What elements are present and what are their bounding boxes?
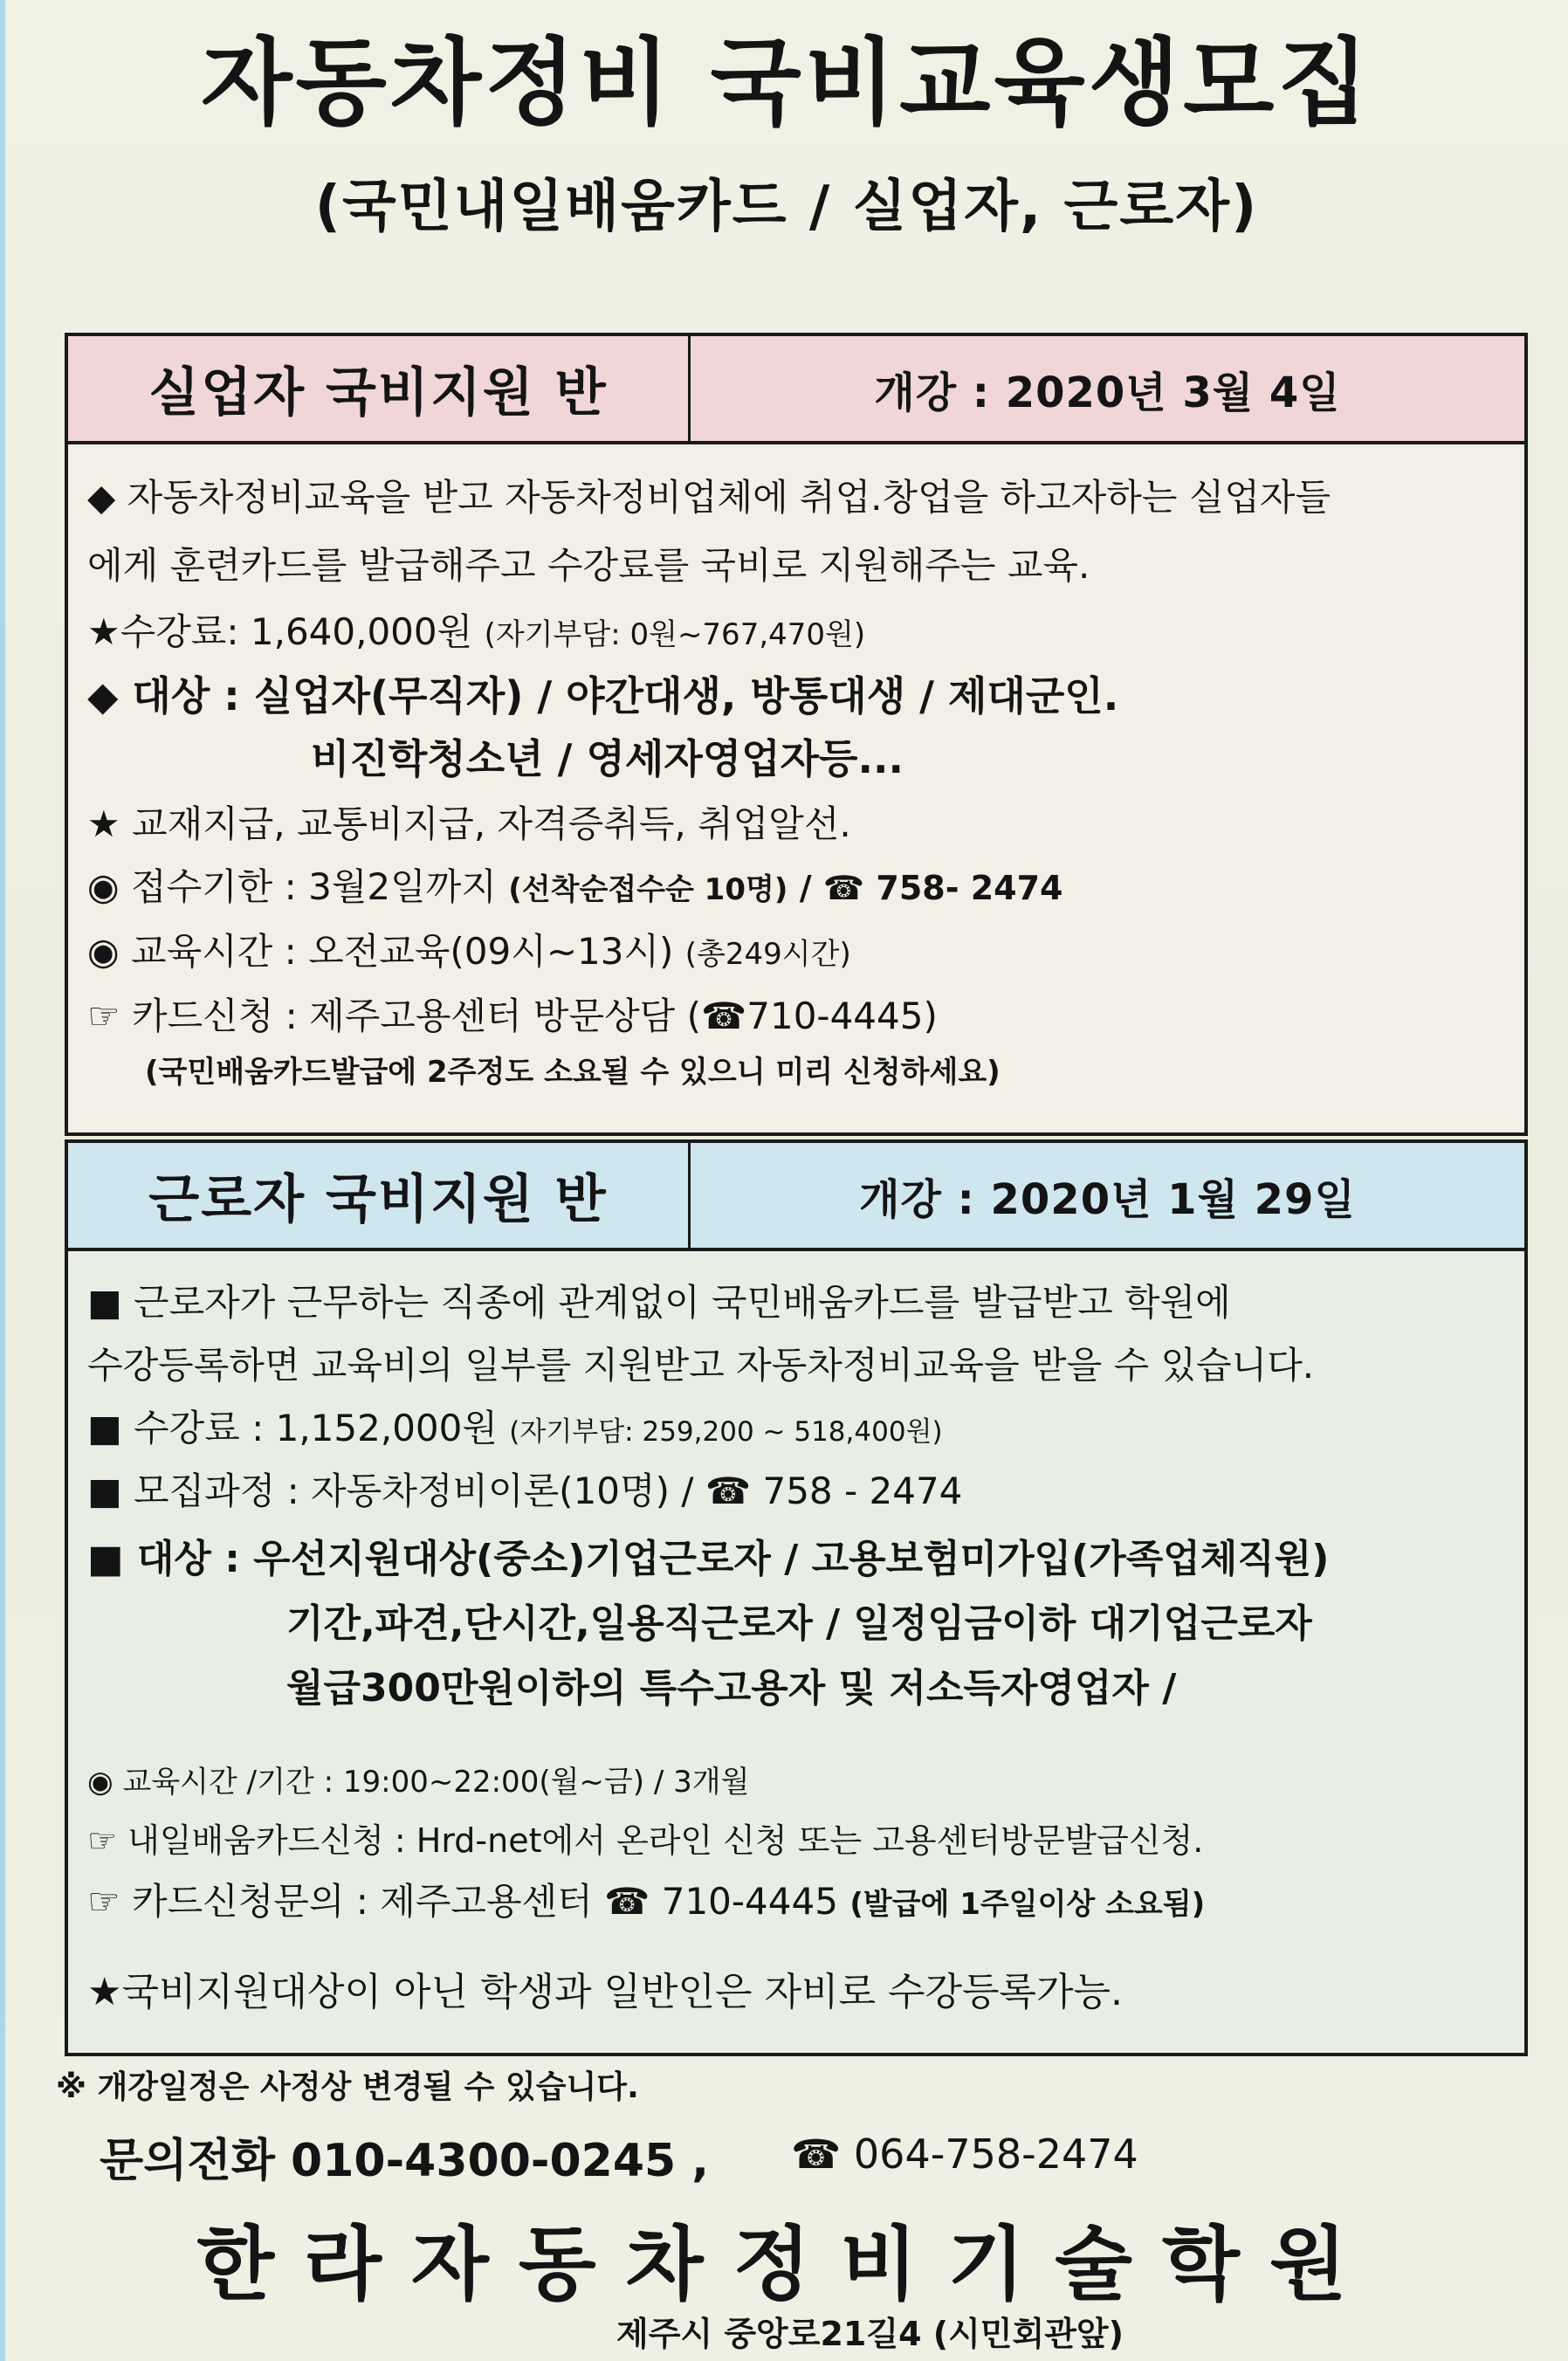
unemployed-deadline-note: (선착순접수순 10명) xyxy=(508,872,788,907)
unemployed-hours: ◉ 교육시간 : 오전교육(09시~13시) xyxy=(87,930,674,973)
unemployed-fee-line xyxy=(87,603,865,656)
office-phone: ☎ 064-758-2474 xyxy=(791,2130,1138,2178)
employed-hours: ◉ 교육시간 /기간 : 19:00~22:00(월~금) / 3개월 xyxy=(87,1765,750,1800)
unemployed-hours-line xyxy=(87,923,851,975)
unemployed-opening-date: 개강 : 2020년 3월 4일 xyxy=(874,368,1341,417)
unemployed-card-note: (국민배움카드발급에 2주정도 소요될 수 있으니 미리 신청하세요) xyxy=(145,1055,1001,1090)
unemployed-deadline: ◉ 접수기한 : 3월2일까지 xyxy=(87,865,497,908)
employed-card-inquiry-note: (발급에 1주일이상 소요됨) xyxy=(849,1887,1206,1922)
employed-opening-date: 개강 : 2020년 1월 29일 xyxy=(859,1174,1356,1224)
academy-name: 한라자동차정비기술학원 xyxy=(196,2218,1377,2311)
employed-card-inquiry: ☞ 카드신청문의 : 제주고용센터 ☎ 710-4445 xyxy=(87,1880,838,1923)
employed-class-name: 근로자 국비지원 반 xyxy=(68,1143,691,1248)
unemployed-card-apply: ☞ 카드신청 : 제주고용센터 방문상담 (☎710-4445) xyxy=(87,995,938,1037)
employed-target-1: ■ 대상 : 우선지원대상(중소)기업근로자 / 고용보험미가입(가족업체직원) xyxy=(87,1537,1330,1581)
unemployed-target-2: 비진학청소년 / 영세자영업자등... xyxy=(311,735,904,782)
employed-header xyxy=(68,1143,1524,1251)
main-title: 자동차정비 국비교육생모집 xyxy=(201,29,1372,138)
schedule-change-note: ※ 개강일정은 사정상 변경될 수 있습니다. xyxy=(56,2069,639,2105)
employed-target-2: 기간,파견,단시간,일용직근로자 / 일정임금이하 대기업근로자 xyxy=(286,1601,1312,1646)
employed-desc-1: ■ 근로자가 근무하는 직종에 관계없이 국민배움카드를 발급받고 학원에 xyxy=(87,1281,1231,1324)
employed-card-apply: ☞ 내일배움카드신청 : Hrd-net에서 온라인 신청 또는 고용센터방문발급신청. xyxy=(87,1821,1204,1860)
employed-fee: ■ 수강료 : 1,152,000원 xyxy=(87,1407,498,1449)
unemployed-header xyxy=(68,336,1524,444)
employed-course: ■ 모집과정 : 자동차정비이론(10명) / ☎ 758 - 2474 xyxy=(87,1470,963,1512)
unemployed-benefits: ★ 교재지급, 교통비지급, 자격증취득, 취업알선. xyxy=(87,802,851,845)
inquiry-phone: 문의전화 010-4300-0245 , xyxy=(100,2135,710,2187)
academy-address: 제주시 중앙로21길4 (시민회관앞) xyxy=(616,2315,1124,2353)
unemployed-desc-2: 에게 훈련카드를 발급해주고 수강료를 국비로 지원해주는 교육. xyxy=(87,544,1090,587)
employed-fee-note: (자기부담: 259,200 ~ 518,400원) xyxy=(509,1416,943,1448)
unemployed-target-1: ◆ 대상 : 실업자(무직자) / 야간대생, 방통대생 / 제대군인. xyxy=(87,672,1119,719)
employed-desc-2: 수강등록하면 교육비의 일부를 지원받고 자동차정비교육을 받을 수 있습니다. xyxy=(87,1344,1315,1387)
unemployed-hours-note: (총249시간) xyxy=(684,937,851,972)
unemployed-deadline-line xyxy=(87,858,1063,911)
subtitle: (국민내일배움카드 / 실업자, 근로자) xyxy=(314,175,1259,239)
unemployed-class-name: 실업자 국비지원 반 xyxy=(68,336,691,441)
employed-target-3: 월급300만원이하의 특수고용자 및 저소득자영업자 / xyxy=(286,1666,1177,1711)
unemployed-fee: ★수강료: 1,640,000원 xyxy=(87,610,473,653)
employed-fee-line xyxy=(87,1400,943,1452)
unemployed-fee-note: (자기부담: 0원~767,470원) xyxy=(484,617,866,652)
unemployed-deadline-phone: / ☎ 758- 2474 xyxy=(799,869,1063,907)
employed-section xyxy=(65,1139,1528,2056)
employed-self-pay: ★국비지원대상이 아닌 학생과 일반인은 자비로 수강등록가능. xyxy=(87,1970,1123,2014)
unemployed-desc-1: ◆ 자동차정비교육을 받고 자동차정비업체에 취업.창업을 하고자하는 실업자들 xyxy=(87,476,1331,519)
employed-card-inquiry-line xyxy=(87,1873,1205,1925)
unemployed-section xyxy=(65,333,1528,1136)
